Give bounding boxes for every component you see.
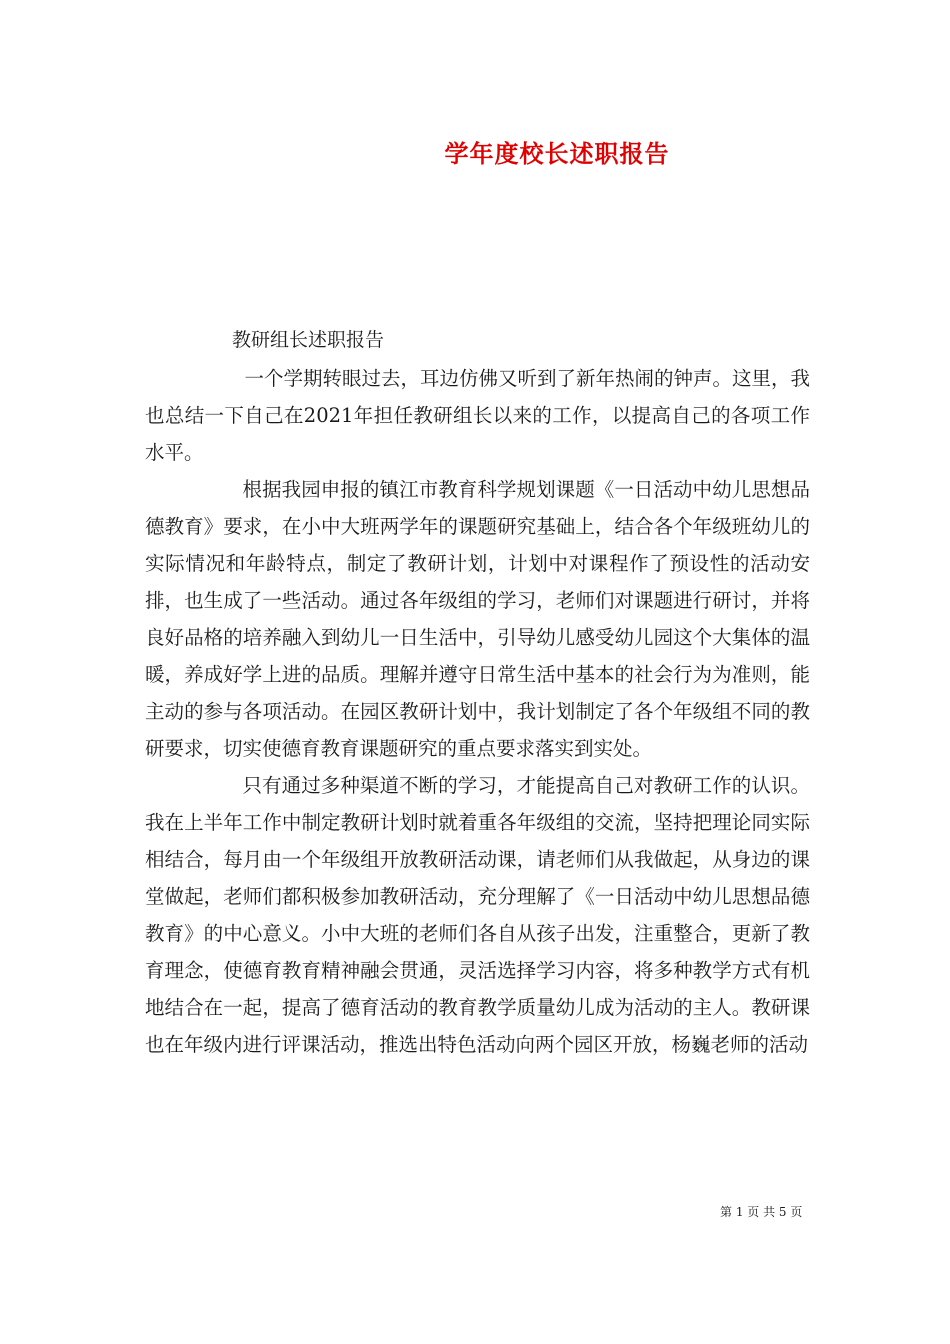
document-body <box>145 360 810 1063</box>
paragraph-1: 一个学期转眼过去，耳边仿佛又听到了新年热闹的钟声。这里，我也总结一下自己在2021年担任教研组长以来的工作，以提高自己的各项工作水平。 <box>145 367 810 464</box>
paragraph-2: 根据我园申报的镇江市教育科学规划课题《一日活动中幼儿思想品德教育》要求，在小中大班两学年的课题研究基础上，结合各个年级班幼儿的实际情况和年龄特点，制定了教研计划，计划中对课程作了预设性的活动安排，也生成了一些活动。通过各年级组的学习，老师们对课题进行研讨，并将良好品格的培养融入到幼儿一日生活中，引导幼儿感受幼儿园这个大集体的温暖，养成好学上进的品质。理解并遵守日常生活中基本的社会行为为准则，能主动的参与各项活动。在园区教研计划中，我计划制定了各个年级组不同的教研要求，切实使德育教育课题研究的重点要求落实到实处。 <box>145 478 810 760</box>
paragraph-3: 只有通过多种渠道不断的学习，才能提高自己对教研工作的认识。我在上半年工作中制定教研计划时就着重各年级组的交流，坚持把理论同实际相结合，每月由一个年级组开放教研活动课，请老师们从我做起，从身边的课堂做起，老师们都积极参加教研活动，充分理解了《一日活动中幼儿思想品德教育》的中心意义。小中大班的老师们各自从孩子出发，注重整合，更新了教育理念，使德育教育精神融会贯通，灵活选择学习内容，将多种教学方式有机地结合在一起，提高了德育活动的教育教学质量幼儿成为活动的主人。教研课也在年级内进行评课活动，推选出特色活动向两个园区开放，杨巍老师的活动 <box>145 774 810 1056</box>
document-subtitle: 教研组长述职报告 <box>232 329 385 351</box>
page-number: 第 1 页 共 5 页 <box>720 1205 803 1219</box>
document-title: 学年度校长述职报告 <box>444 139 670 168</box>
